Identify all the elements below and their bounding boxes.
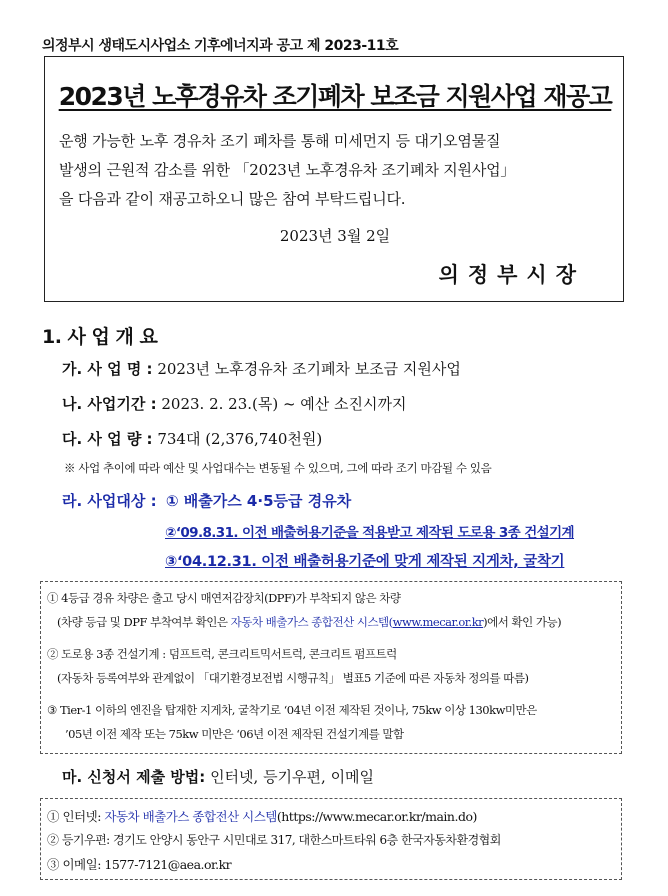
target-label: 라. 사업대상 : xyxy=(62,492,157,510)
intro-line: 발생의 근원적 감소를 위한 「2023년 노후경유차 조기폐차 지원사업」 xyxy=(59,161,516,179)
announcement-box xyxy=(44,56,624,302)
item-quantity xyxy=(62,428,322,449)
item-period xyxy=(62,393,407,414)
detail-line: (차량 등급 및 DPF 부착여부 확인은 자동차 배출가스 종합전산 시스템(www.mecar.or.kr)에서 확인 가능) xyxy=(57,615,562,629)
apply-line-mail: ② 등기우편: 경기도 안양시 동안구 시민대로 317, 대한스마트타워 6층 한국자동차환경협회 xyxy=(47,833,501,847)
detail-line: ① 4등급 경유 차량은 출고 당시 매연저감장치(DPF)가 부착되지 않은 차량 xyxy=(47,591,401,605)
item-project-name xyxy=(62,358,461,379)
apply-line-email: ③ 이메일: 1577-7121@aea.or.kr xyxy=(47,857,232,872)
notice-title: 2023년 노후경유차 조기폐차 보조금 지원사업 재공고 xyxy=(58,82,612,111)
notice-number: 의정부시 생태도시사업소 기후에너지과 공고 제 2023-11호 xyxy=(42,38,399,54)
issuer: 의정부시장 xyxy=(438,262,585,287)
item-value: 2023년 노후경유차 조기폐차 보조금 지원사업 xyxy=(152,360,461,378)
target-item: ① 배출가스 4·5등급 경유차 xyxy=(165,492,352,510)
item-label: 나. 사업기간 : xyxy=(62,395,157,413)
apply-box xyxy=(40,798,622,880)
intro-line: 운행 가능한 노후 경유차 조기 폐차를 통해 미세먼지 등 대기오염물질 xyxy=(59,132,501,150)
target-item: ②‘09.8.31. 이전 배출허용기준을 적용받고 제작된 도로용 3종 건설기계 xyxy=(165,525,574,541)
mecar-system-link[interactable]: 자동차 배출가스 종합전산 시스템 xyxy=(104,809,277,824)
item-label: 가. 사 업 명 : xyxy=(62,360,153,378)
detail-line: ’05년 이전 제작 또는 75kw 미만은 ‘06년 이전 제작된 건설기계를 말함 xyxy=(65,727,404,741)
apply-line-internet: ① 인터넷: 자동차 배출가스 종합전산 시스템(https://www.mecar.or.kr/main.do) xyxy=(47,809,477,824)
intro-text xyxy=(59,127,614,214)
item-label: 다. 사 업 량 : xyxy=(62,430,153,448)
apply-value: 인터넷, 등기우편, 이메일 xyxy=(205,768,375,786)
apply-label: 마. 신청서 제출 방법: xyxy=(62,768,206,786)
apply-method-row xyxy=(62,766,374,787)
notice-date: 2023년 3월 2일 xyxy=(279,227,391,245)
section-heading: 1. 사 업 개 요 xyxy=(42,326,158,348)
mecar-url-link[interactable]: www.mecar.or.kr xyxy=(392,615,484,629)
budget-note: ※ 사업 추이에 따라 예산 및 사업대수는 변동될 수 있으며, 그에 따라 조기 마감될 수 있음 xyxy=(64,461,492,475)
details-box xyxy=(40,581,622,754)
intro-line: 을 다음과 같이 재공고하오니 많은 참여 부탁드립니다. xyxy=(59,190,406,208)
mecar-system-link[interactable]: 자동차 배출가스 종합전산 시스템( xyxy=(230,615,393,629)
target-row xyxy=(62,490,351,511)
target-item: ③‘04.12.31. 이전 배출허용기준에 맞게 제작된 지게차, 굴착기 xyxy=(165,554,565,570)
detail-line: ③ Tier-1 이하의 엔진을 탑재한 지게차, 굴착기로 ‘04년 이전 제작된 것이나, 75kw 이상 130kw미만은 xyxy=(47,703,537,717)
item-value: 2023. 2. 23.(목) ~ 예산 소진시까지 xyxy=(156,395,407,413)
detail-line: ② 도로용 3종 건설기계 : 덤프트럭, 콘크리트믹서트럭, 콘크리트 펌프트럭 xyxy=(47,647,397,661)
item-value: 734대 (2,376,740천원) xyxy=(152,430,323,448)
detail-line: (자동차 등록여부와 관계없이 「대기환경보전법 시행규칙」 별표5 기준에 따른 자동차 정의를 따름) xyxy=(57,671,529,685)
